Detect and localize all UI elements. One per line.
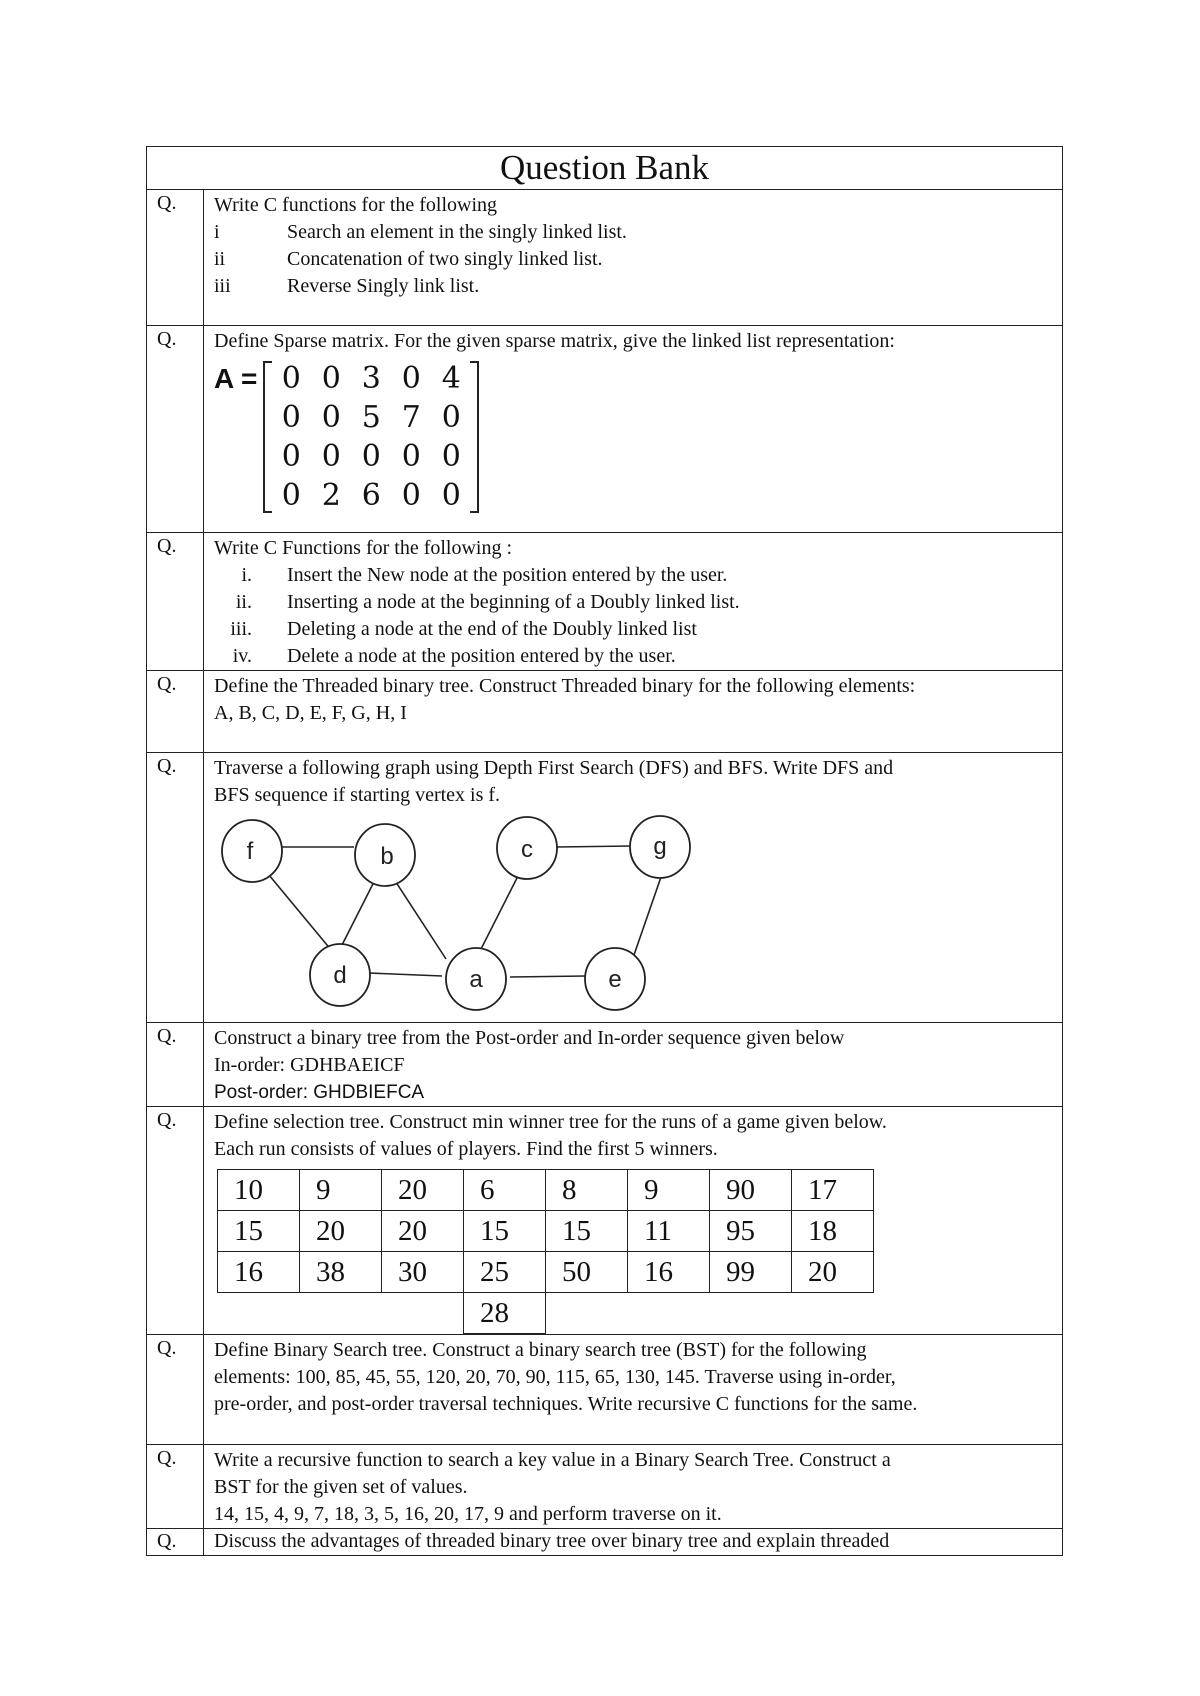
run-cell: 30 — [382, 1252, 464, 1293]
empty-cell — [710, 1293, 792, 1334]
question-body-9 — [204, 1445, 1063, 1529]
run-cell: 8 — [546, 1170, 628, 1211]
run-cell: 50 — [546, 1252, 628, 1293]
question-label: Q. — [147, 1445, 204, 1529]
list-item — [214, 589, 1052, 616]
item-number: i — [214, 221, 220, 243]
graph-edge — [369, 973, 442, 976]
question-text: Discuss the advantages of threaded binary tree over binary tree and explain threaded — [214, 1530, 890, 1552]
question-label: Q. — [147, 1107, 204, 1335]
matrix-row — [271, 398, 471, 437]
item-text: Reverse Singly link list. — [287, 275, 480, 297]
question-row-6 — [147, 1023, 1063, 1107]
title-row — [147, 147, 1063, 190]
matrix-cell: 5 — [361, 400, 381, 435]
question-label: Q. — [147, 533, 204, 671]
question-text: Define selection tree. Construct min winner tree for the runs of a game given below. — [214, 1111, 887, 1133]
run-cell: 20 — [300, 1211, 382, 1252]
page-title: Question Bank — [147, 147, 1063, 190]
run-cell: 28 — [464, 1293, 546, 1334]
matrix-cell: 7 — [401, 400, 421, 435]
question-body-2 — [204, 326, 1063, 533]
question-text: Define Sparse matrix. For the given sparse matrix, give the linked list representation: — [214, 330, 895, 352]
question-body-10 — [204, 1529, 1063, 1556]
question-row-1 — [147, 190, 1063, 326]
matrix-cell: 0 — [281, 400, 301, 435]
run-cell: 95 — [710, 1211, 792, 1252]
graph-edge — [556, 846, 632, 847]
matrix-cell: 0 — [321, 400, 341, 435]
run-cell: 15 — [464, 1211, 546, 1252]
run-cell: 10 — [218, 1170, 300, 1211]
item-number: iii. — [230, 618, 252, 640]
item-text: Deleting a node at the end of the Doubly linked list — [287, 618, 697, 640]
run-cell: 16 — [218, 1252, 300, 1293]
graph-edge — [264, 869, 332, 951]
question-text: BST for the given set of values. — [214, 1476, 468, 1498]
run-cell: 99 — [710, 1252, 792, 1293]
run-cell: 17 — [792, 1170, 874, 1211]
list-item — [214, 616, 1052, 643]
run-cell: 6 — [464, 1170, 546, 1211]
question-label: Q. — [147, 753, 204, 1023]
question-body-5 — [204, 753, 1063, 1023]
question-body-8 — [204, 1335, 1063, 1445]
item-text: Inserting a node at the beginning of a Doubly linked list. — [287, 591, 740, 613]
sparse-matrix — [214, 359, 1052, 521]
item-text: Concatenation of two singly linked list. — [287, 248, 603, 270]
runs-table — [217, 1169, 874, 1334]
question-row-8 — [147, 1335, 1063, 1445]
run-cell: 15 — [546, 1211, 628, 1252]
table-row — [218, 1170, 874, 1211]
question-row-2 — [147, 326, 1063, 533]
run-cell: 38 — [300, 1252, 382, 1293]
run-cell: 20 — [382, 1211, 464, 1252]
question-label: Q. — [147, 190, 204, 326]
node-label: b — [380, 843, 394, 870]
item-number: iv. — [232, 645, 252, 667]
run-cell: 18 — [792, 1211, 874, 1252]
question-text: 14, 15, 4, 9, 7, 18, 3, 5, 16, 20, 17, 9 and perform traverse on it. — [214, 1503, 722, 1525]
graph-edge — [478, 872, 520, 955]
run-cell: 20 — [382, 1170, 464, 1211]
list-item — [214, 273, 1052, 300]
matrix-cell: 0 — [281, 439, 301, 474]
matrix-cell: 3 — [361, 361, 381, 396]
question-text: Write C functions for the following — [214, 194, 498, 216]
graph-figure — [214, 807, 704, 1017]
run-cell: 90 — [710, 1170, 792, 1211]
empty-cell — [300, 1293, 382, 1334]
run-cell: 25 — [464, 1252, 546, 1293]
list-item — [214, 562, 1052, 589]
postorder-sequence: Post-order: GHDBIEFCA — [214, 1082, 425, 1103]
item-number: iii — [214, 275, 231, 297]
inorder-sequence: In-order: GDHBAEICF — [214, 1054, 405, 1076]
list-item — [214, 246, 1052, 273]
question-row-7 — [147, 1107, 1063, 1335]
question-text: A, B, C, D, E, F, G, H, I — [214, 702, 407, 724]
matrix-cell: 0 — [401, 361, 421, 396]
empty-cell — [546, 1293, 628, 1334]
list-item — [214, 643, 1052, 670]
matrix-cell: 0 — [281, 478, 301, 513]
run-cell: 20 — [792, 1252, 874, 1293]
empty-cell — [628, 1293, 710, 1334]
node-label: e — [608, 966, 622, 993]
question-row-10 — [147, 1529, 1063, 1556]
question-text: elements: 100, 85, 45, 55, 120, 20, 70, 90, 115, 65, 130, 145. Traverse using in-order, — [214, 1366, 896, 1388]
table-row — [218, 1293, 874, 1334]
matrix-cell: 0 — [441, 439, 461, 474]
question-text: BFS sequence if starting vertex is f. — [214, 784, 501, 806]
graph-edge — [634, 877, 661, 955]
question-row-5 — [147, 753, 1063, 1023]
run-cell: 11 — [628, 1211, 710, 1252]
question-text: Each run consists of values of players. Find the first 5 winners. — [214, 1138, 718, 1160]
item-text: Search an element in the singly linked list. — [287, 221, 627, 243]
question-body-1 — [204, 190, 1063, 326]
question-text: Write a recursive function to search a key value in a Binary Search Tree. Construct a — [214, 1449, 891, 1471]
empty-cell — [218, 1293, 300, 1334]
question-label: Q. — [147, 1335, 204, 1445]
matrix-row — [271, 476, 471, 515]
matrix-cell: 2 — [321, 478, 341, 513]
question-text: Define Binary Search tree. Construct a binary search tree (BST) for the following — [214, 1339, 867, 1361]
question-body-3 — [204, 533, 1063, 671]
matrix-cell: 6 — [361, 478, 381, 513]
run-cell: 9 — [628, 1170, 710, 1211]
matrix-cell: 0 — [321, 361, 341, 396]
node-label: d — [333, 962, 347, 989]
question-body-4 — [204, 671, 1063, 753]
graph-edge — [510, 976, 586, 977]
matrix-row — [271, 437, 471, 476]
question-label: Q. — [147, 671, 204, 753]
item-number: ii. — [235, 591, 252, 613]
list-item — [214, 219, 1052, 246]
question-label: Q. — [147, 1023, 204, 1107]
item-text: Insert the New node at the position entered by the user. — [287, 564, 728, 586]
matrix-label: A = — [214, 363, 258, 394]
matrix-cell: 0 — [401, 478, 421, 513]
question-label: Q. — [147, 326, 204, 533]
node-label: a — [469, 966, 483, 993]
matrix-cell: 0 — [441, 400, 461, 435]
graph-edge — [390, 873, 446, 959]
question-row-4 — [147, 671, 1063, 753]
question-body-7 — [204, 1107, 1063, 1335]
node-label: g — [653, 833, 667, 860]
item-text: Delete a node at the position entered by the user. — [287, 645, 676, 667]
node-label: c — [521, 836, 533, 863]
run-cell: 15 — [218, 1211, 300, 1252]
matrix-row — [271, 359, 471, 398]
question-body-6 — [204, 1023, 1063, 1107]
question-text: Construct a binary tree from the Post-order and In-order sequence given below — [214, 1027, 845, 1049]
node-label: f — [246, 838, 254, 865]
matrix-cell: 0 — [441, 478, 461, 513]
matrix-cell: 0 — [361, 439, 381, 474]
table-row — [218, 1252, 874, 1293]
run-cell: 9 — [300, 1170, 382, 1211]
matrix-cell: 0 — [281, 361, 301, 396]
question-text: pre-order, and post-order traversal techniques. Write recursive C functions for the same. — [214, 1393, 918, 1415]
run-cell: 16 — [628, 1252, 710, 1293]
matrix-brackets — [263, 359, 479, 515]
question-bank-table — [146, 146, 1063, 1556]
question-label: Q. — [147, 1529, 204, 1556]
empty-cell — [792, 1293, 874, 1334]
question-text: Traverse a following graph using Depth First Search (DFS) and BFS. Write DFS and — [214, 757, 894, 779]
question-text: Write C Functions for the following : — [214, 537, 513, 559]
matrix-cell: 0 — [321, 439, 341, 474]
table-row — [218, 1211, 874, 1252]
matrix-cell: 4 — [441, 361, 461, 396]
item-number: ii — [214, 248, 226, 270]
question-row-3 — [147, 533, 1063, 671]
matrix-cell: 0 — [401, 439, 421, 474]
question-row-9 — [147, 1445, 1063, 1529]
item-number: i. — [241, 564, 252, 586]
question-text: Define the Threaded binary tree. Construct Threaded binary for the following elements: — [214, 675, 916, 697]
empty-cell — [382, 1293, 464, 1334]
